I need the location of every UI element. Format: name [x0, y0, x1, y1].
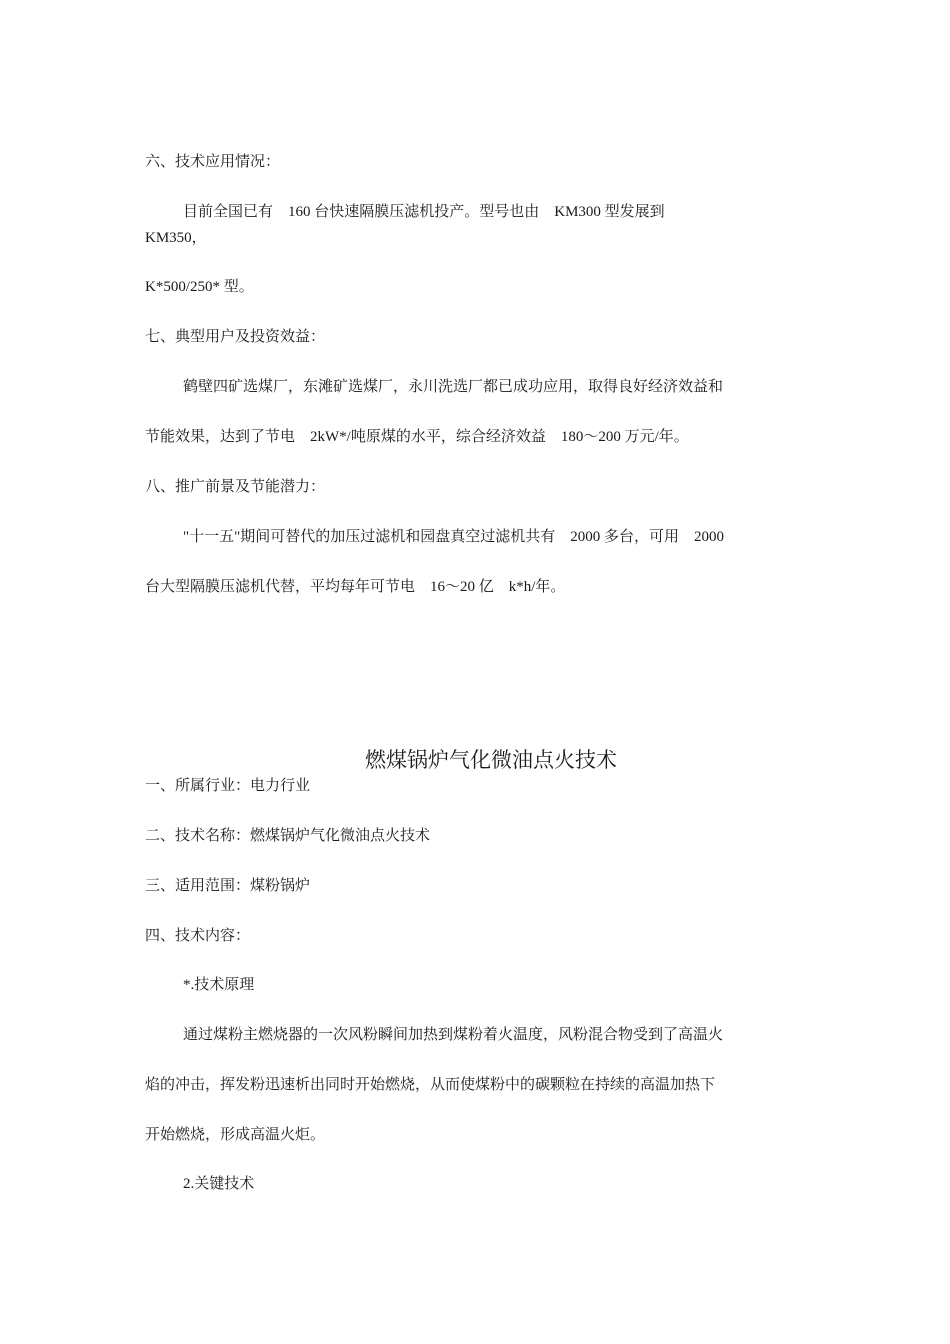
paragraph-8-line-2: 台大型隔膜压滤机代替，平均每年可节电 16～20 亿 k*h/年。	[145, 579, 566, 595]
info-item-tech-name: 二、技术名称：燃煤锅炉气化微油点火技术	[145, 828, 431, 844]
section-heading-7: 七、典型用户及投资效益：	[145, 329, 326, 345]
subheading-principle: *.技术原理	[183, 977, 255, 993]
section-heading-6: 六、技术应用情况：	[145, 154, 281, 170]
paragraph-6-line-3: K*500/250* 型。	[145, 279, 254, 295]
paragraph-7-line-2: 节能效果，达到了节电 2kW*/吨原煤的水平，综合经济效益 180～200 万元/年。	[145, 429, 689, 445]
info-item-content: 四、技术内容：	[145, 928, 251, 944]
info-item-scope: 三、适用范围：煤粉锅炉	[145, 878, 311, 894]
paragraph-6-line-2: KM350，	[145, 230, 207, 246]
section-heading-8: 八、推广前景及节能潜力：	[145, 479, 326, 495]
principle-line-3: 开始燃烧，形成高温火炬。	[145, 1127, 326, 1143]
paragraph-6-line-1: 目前全国已有 160 台快速隔膜压滤机投产。型号也由 KM300 型发展到	[183, 204, 665, 220]
principle-line-2: 焰的冲击，挥发粉迅速析出同时开始燃烧，从而使煤粉中的碳颗粒在持续的高温加热下	[145, 1077, 716, 1093]
principle-line-1: 通过煤粉主燃烧器的一次风粉瞬间加热到煤粉着火温度，风粉混合物受到了高温火	[183, 1027, 724, 1043]
info-item-industry: 一、所属行业：电力行业	[145, 778, 311, 794]
paragraph-7-line-1: 鹤壁四矿选煤厂，东滩矿选煤厂，永川洗选厂都已成功应用，取得良好经济效益和	[183, 379, 724, 395]
document-title: 燃煤锅炉气化微油点火技术	[365, 748, 617, 772]
paragraph-8-line-1: "十一五"期间可替代的加压过滤机和园盘真空过滤机共有 2000 多台，可用 2000	[183, 529, 724, 545]
subheading-key-tech: 2.关键技术	[183, 1176, 255, 1192]
